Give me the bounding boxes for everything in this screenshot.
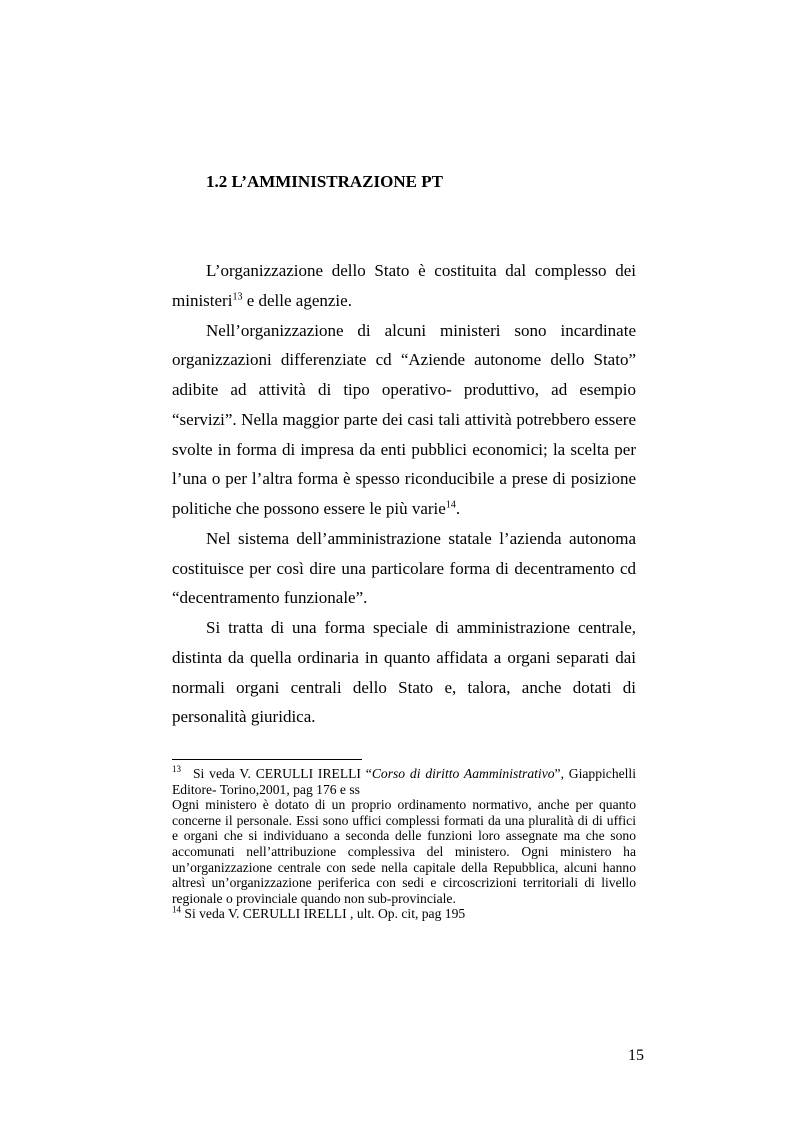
footnote-14: $^{14}$ Si veda V. CERULLI IRELLI , ult. Op. cit, pag 195 [172, 904, 466, 922]
paragraph-3: Nel sistema dell’amministrazione statale l’azienda autonoma costituisce per così dire una particolare forma di decentramento cd “decentramento funzionale”. [172, 528, 636, 608]
footnote-13-number: 13 [172, 764, 181, 775]
page-number: 15 [628, 1047, 644, 1064]
footnotes [172, 766, 636, 922]
paragraph-1: L’organizzazione dello Stato è costituita dal complesso dei ministeri$^{13}$ e delle agenzie. [172, 261, 636, 310]
paragraph-2: Nell’organizzazione di alcuni ministeri sono incardinate organizzazioni differenziate cd “Aziende autonome dello Stato” adibite ad attività di tipo operativo- produttivo, ad esempio “servizi”. Nella maggior parte dei casi tali attività potrebbero essere svolte in forma di impresa da enti pubblici economici; la scelta per l’una o per l’altra forma è spesso riconducibile a prese di posizione politiche che possono essere le più varie$^{14}$. [172, 320, 636, 518]
footnote-separator [172, 759, 362, 760]
footnote-ref-13[interactable]: 13 [232, 291, 243, 303]
footnote-ref-14[interactable]: 14 [445, 499, 456, 511]
footnote-13-book-title: Corso di diritto Aamministrativo [371, 766, 555, 781]
footnote-13-text: Ogni ministero è dotato di un proprio ordinamento normativo, anche per quanto concerne il personale. Essi sono uffici complessi formati da una pluralità di di uffici e organi che si individuano a seconda delle funzioni loro assegnate ma che sono accomunati nell’attribuzione complessiva del ministero. Ogni ministero ha un’organizzazione centrale con sede nella capitale della Repubblica, alcuni hanno altresì un’organizzazione periferica con sedi e circoscrizioni territoriali di livello regionale o provinciale quando non sub-provinciale. [172, 797, 636, 906]
paragraph-4: Si tratta di una forma speciale di amministrazione centrale, distinta da quella ordinaria in quanto affidata a organi separati dai normali organi centrali dello Stato e, talora, anche dotati di personalità giuridica. [172, 618, 636, 727]
body-text [172, 256, 636, 732]
section-heading: 1.2 L’AMMINISTRAZIONE PT [206, 172, 443, 191]
footnote-14-number: 14 [172, 904, 181, 915]
footnote-13: $^{13}$ Si veda V. CERULLI IRELLI “Corso di diritto Aamministrativo”, Giappichelli Editore- Torino,2001, pag 176 e ss [172, 764, 636, 797]
